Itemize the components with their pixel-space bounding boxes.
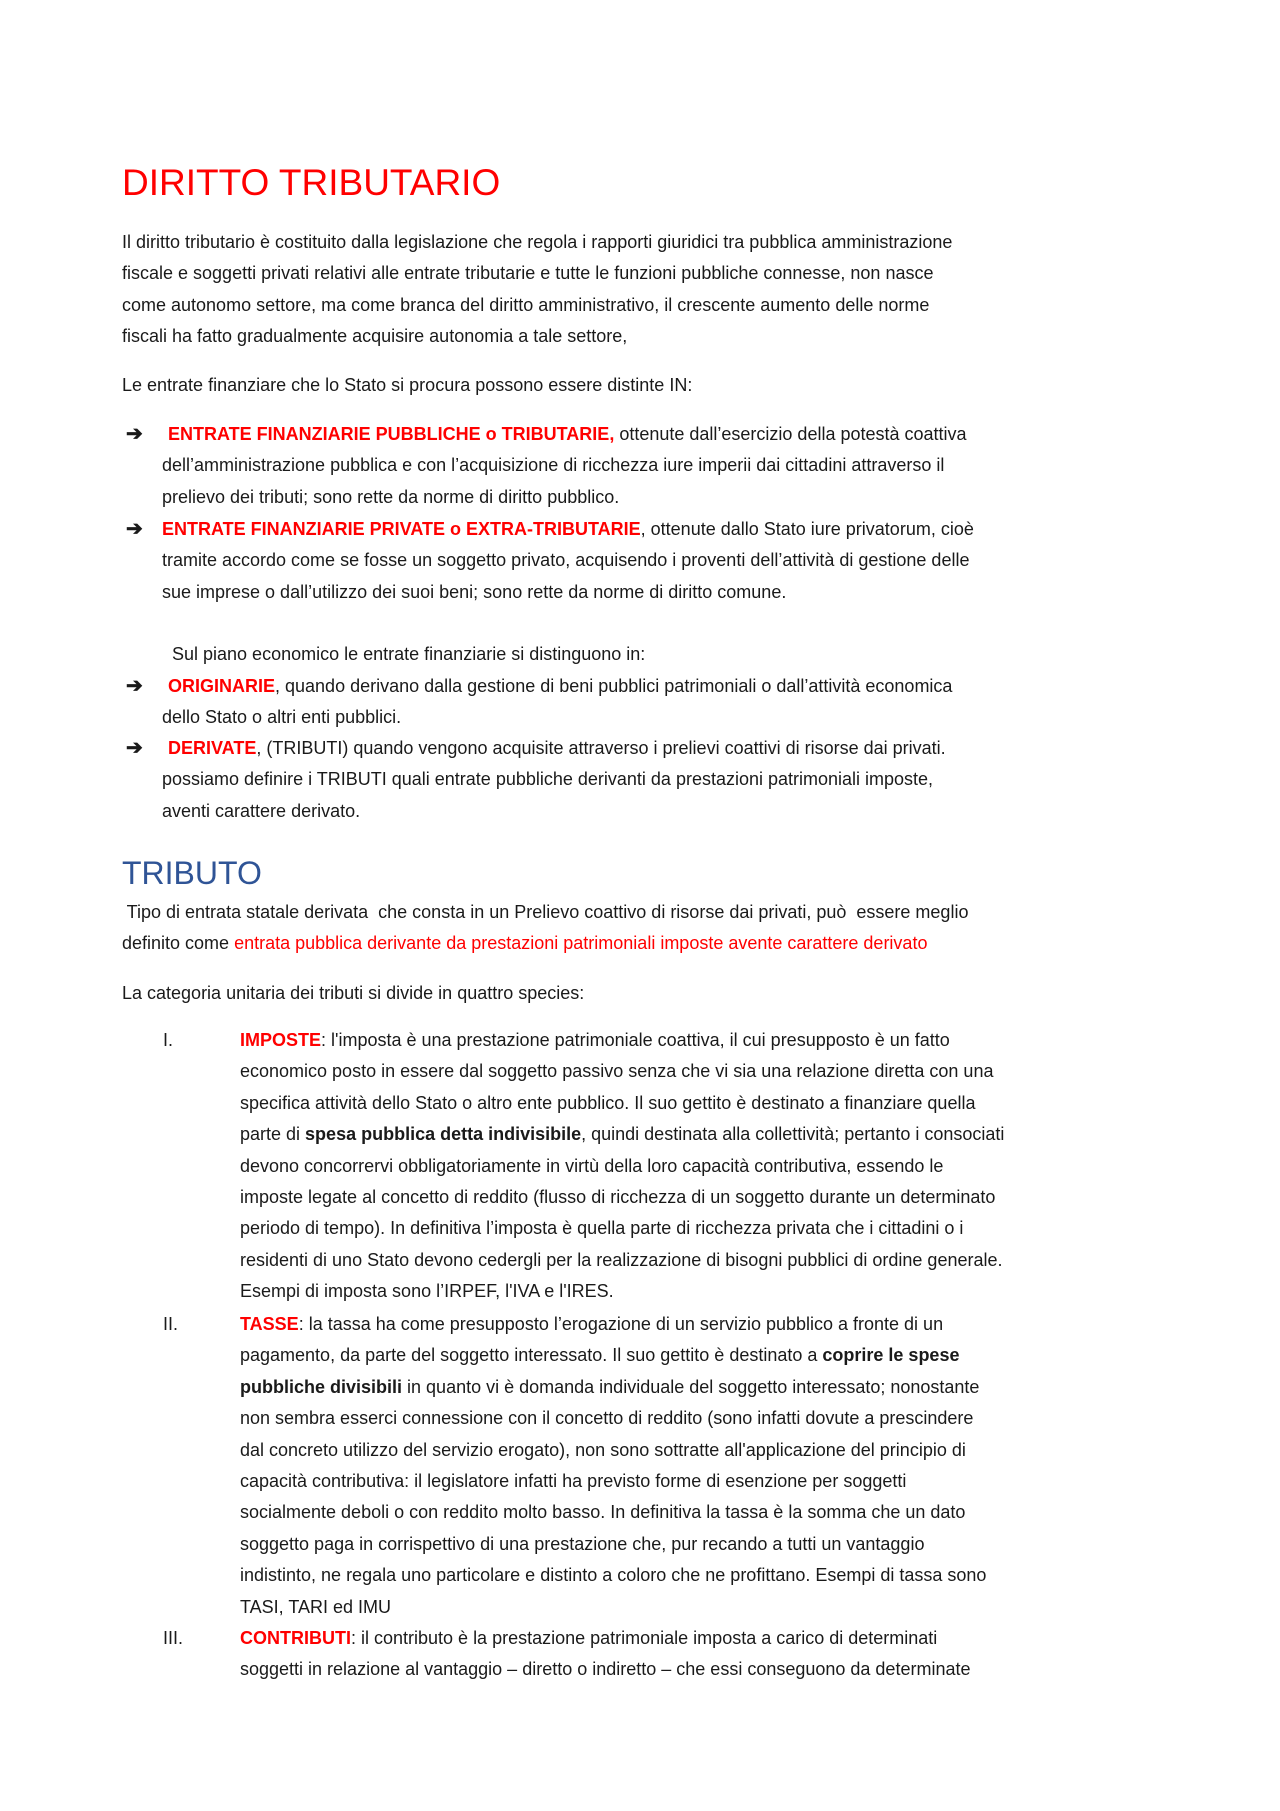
bold-text: spesa pubblica detta indivisibile [305, 1124, 582, 1145]
arrow-bullet-icon: ➔ [126, 423, 143, 445]
bold-text: coprire le spese [822, 1345, 960, 1366]
text-plain: : il contributo è la prestazione patrimoniale imposta a carico di determinati [351, 1628, 938, 1648]
arrow-bullet-icon: ➔ [126, 518, 143, 540]
text-line: Esempi di imposta sono l’IRPEF, l'IVA e l'IRES. [240, 1281, 614, 1302]
text-plain: pagamento, da parte del soggetto interessato. Il suo gettito è destinato a [240, 1345, 823, 1366]
bold-text: pubbliche divisibili [240, 1376, 403, 1397]
text-line: economico posto in essere dal soggetto passivo senza che vi sia una relazione diretta con una [240, 1061, 994, 1082]
species-term: CONTRIBUTI [240, 1628, 351, 1648]
species-item-imposte [122, 1025, 1004, 1308]
roman-numeral: I. [163, 1030, 174, 1050]
text-line: non sembra esserci connessione con il concetto di reddito (sono infatti dovute a prescindere [240, 1408, 974, 1429]
text-line: come autonomo settore, ma come branca del diritto amministrativo, il crescente aumento delle norme [122, 294, 930, 315]
text-line: socialmente deboli o con reddito molto basso. In definitiva la tassa è la somma che un dato [240, 1502, 966, 1523]
bullet-item [122, 733, 946, 827]
text-line: imposte legate al concetto di reddito (flusso di ricchezza di un soggetto durante un determinato [240, 1186, 996, 1207]
categoria-paragraph: La categoria unitaria dei tributi si divide in quattro species: [122, 983, 585, 1003]
bullet-term: ENTRATE FINANZIARIE PUBBLICHE o TRIBUTARIE, [168, 424, 615, 444]
text-line: fiscali ha fatto gradualmente acquisire autonomia a tale settore, [122, 326, 628, 347]
text-line: dell’amministrazione pubblica e con l’acquisizione di ricchezza iure imperii dai cittadini attraverso il [162, 455, 945, 476]
text-line: periodo di tempo). In definitiva l’imposta è quella parte di ricchezza privata che i cittadini o i [240, 1218, 964, 1239]
text-plain: in quanto vi è domanda individuale del soggetto interessato; nonostante [402, 1376, 980, 1397]
tributo-definition [122, 897, 968, 960]
text-line: dal concreto utilizzo del servizio erogato), non sono sottratte all'applicazione del principio di [240, 1439, 966, 1460]
roman-numeral: III. [163, 1628, 184, 1648]
text-line: prelievo dei tributi; sono rette da norme di diritto pubblico. [162, 486, 620, 507]
text-line: Il diritto tributario è costituito dalla legislazione che regola i rapporti giuridici tra pubblica amministrazione [122, 232, 953, 252]
arrow-bullet-icon: ➔ [126, 737, 143, 759]
bullet-text: , ottenute dallo Stato iure privatorum, cioè [640, 519, 974, 539]
page-title: DIRITTO TRIBUTARIO [122, 162, 501, 203]
text-line: dello Stato o altri enti pubblici. [162, 707, 402, 728]
species-term: TASSE [240, 1314, 299, 1334]
piano-paragraph: Sul piano economico le entrate finanziarie si distinguono in: [172, 644, 646, 664]
text-line: sue imprese o dall’utilizzo dei suoi beni; sono rette da norme di diritto comune. [162, 581, 787, 602]
section-heading: TRIBUTO [122, 855, 262, 891]
text-line: residenti di uno Stato devono cedergli per la realizzazione di bisogni pubblici di ordine generale. [240, 1249, 1003, 1270]
species-item-tasse [122, 1309, 986, 1623]
text-line: soggetto paga in corrispettivo di una prestazione che, pur recando a tutti un vantaggio [240, 1533, 925, 1554]
text-line: TASI, TARI ed IMU [240, 1596, 392, 1617]
text-plain: parte di [240, 1124, 306, 1145]
arrow-bullet-icon: ➔ [126, 675, 143, 697]
intro-paragraph [122, 227, 952, 353]
text-line: specifica attività dello Stato o altro ente pubblico. Il suo gettito è destinato a finanziare quella [240, 1092, 976, 1113]
roman-numeral: II. [163, 1314, 179, 1334]
species-item-contributi [122, 1623, 970, 1686]
text-plain: : l'imposta è una prestazione patrimoniale coattiva, il cui presupposto è un fatto [321, 1030, 950, 1050]
bullet-text: , (TRIBUTI) quando vengono acquisite attraverso i prelievi coattivi di risorse dai privati. [256, 738, 946, 758]
bullet-term: ENTRATE FINANZIARIE PRIVATE o EXTRA-TRIBUTARIE [162, 519, 641, 539]
text-line: aventi carattere derivato. [162, 800, 361, 821]
bullet-item [122, 671, 952, 734]
distinte-paragraph: Le entrate finanziare che lo Stato si procura possono essere distinte IN: [122, 375, 693, 395]
bullet-item [122, 419, 967, 513]
text-line: Tipo di entrata statale derivata che consta in un Prelievo coattivo di risorse dai privati, può essere meglio [122, 902, 969, 922]
definition-highlight: entrata pubblica derivante da prestazioni patrimoniali imposte avente carattere derivato [234, 933, 928, 954]
text-plain: definito come [122, 933, 235, 954]
text-line: fiscale e soggetti privati relativi alle entrate tributarie e tutte le funzioni pubbliche connesse, non nasce [122, 263, 934, 284]
bullet-item [122, 514, 974, 608]
text-line: tramite accordo come se fosse un soggetto privato, acquisendo i proventi dell’attività di gestione delle [162, 550, 970, 571]
text-plain: : la tassa ha come presupposto l’erogazione di un servizio pubblico a fronte di un [298, 1314, 944, 1334]
text-line: capacità contributiva: il legislatore infatti ha previsto forme di esenzione per soggetti [240, 1470, 907, 1491]
bullet-text: , quando derivano dalla gestione di beni pubblici patrimoniali o dall’attività economica [275, 676, 953, 696]
bullet-term: DERIVATE [168, 738, 257, 758]
text-plain: , quindi destinata alla collettività; pertanto i consociati [581, 1124, 1005, 1145]
text-line: soggetti in relazione al vantaggio – diretto o indiretto – che essi conseguono da determinate [240, 1659, 971, 1680]
species-term: IMPOSTE [240, 1030, 322, 1050]
bullet-text: ottenute dall’esercizio della potestà coattiva [614, 424, 967, 444]
text-line: possiamo definire i TRIBUTI quali entrate pubbliche derivanti da prestazioni patrimoniali imposte, [162, 769, 934, 790]
text-line: indistinto, ne regala uno particolare e distinto a coloro che ne profittano. Esempi di tassa sono [240, 1565, 987, 1586]
text-line: devono concorrervi obbligatoriamente in virtù della loro capacità contributiva, essendo le [240, 1155, 944, 1176]
bullet-term: ORIGINARIE [168, 676, 276, 696]
